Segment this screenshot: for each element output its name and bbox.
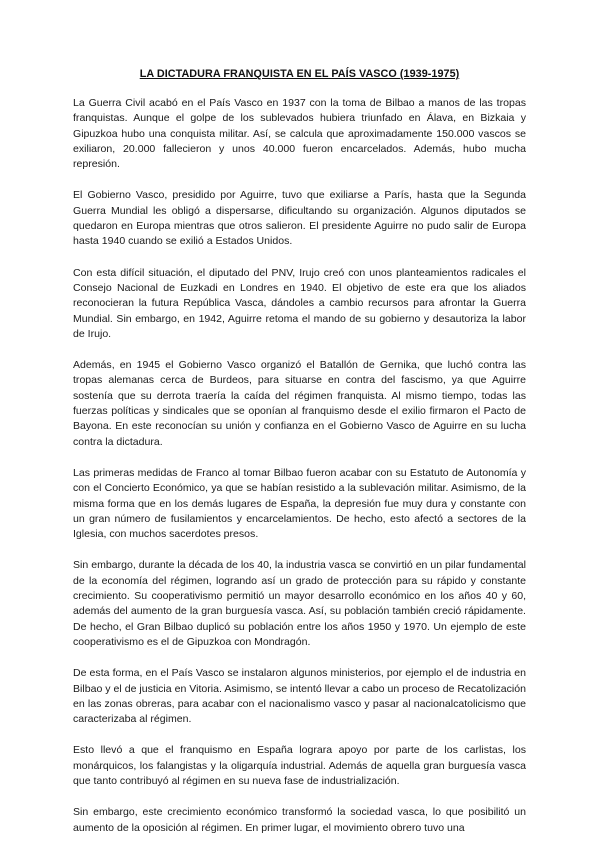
paragraph: La Guerra Civil acabó en el País Vasco en 1937 con la toma de Bilbao a manos de las tropas franquistas. Aunque el golpe de los sublevados hubiera triunfado en Álava, en Bizkaia y Gipuzkoa hubo una conquista militar. Así, se calcula que aproximadamente 150.000 vascos se exiliaron, 20.000 fallecieron y unos 40.000 fueron encarcelados. Además, hubo mucha represión.	[73, 97, 526, 171]
paragraph: Con esta difícil situación, el diputado del PNV, Irujo creó con unos planteamientos radicales el Consejo Nacional de Euzkadi en Londres en 1940. El objetivo de este era que los aliados reconocieran la futura República Vasca, dándoles a cambio recursos para afrontar la Guerra Mundial. Sin embargo, en 1942, Aguirre retoma el mando de su gobierno y desautoriza la labor de Irujo.	[73, 266, 526, 340]
document-title: LA DICTADURA FRANQUISTA EN EL PAÍS VASCO (1939-1975)	[139, 68, 460, 80]
paragraph: De esta forma, en el País Vasco se instalaron algunos ministerios, por ejemplo el de industria en Bilbao y el de justicia en Vitoria. Asimismo, se intentó llevar a cabo un proceso de Recatolización en las zonas obreras, para acabar con el nacionalismo vasco y pasar al nacionalcatolicismo que caracterizaba al régimen.	[73, 667, 526, 726]
paragraph: Las primeras medidas de Franco al tomar Bilbao fueron acabar con su Estatuto de Autonomía y con el Concierto Económico, ya que se habían resistido a la sublevación militar. Asimismo, de la misma forma que en los demás lugares de España, la depresión fue muy dura y constante con un gran número de fusilamientos y encarcelamientos. De hecho, esto afectó a sectores de la Iglesia, con muchos sacerdotes presos.	[73, 466, 526, 541]
paragraph: Sin embargo, este crecimiento económico transformó la sociedad vasca, lo que posibilitó un aumento de la oposición al régimen. En primer lugar, el movimiento obrero tuvo una	[73, 806, 526, 834]
paragraph: El Gobierno Vasco, presidido por Aguirre, tuvo que exiliarse a París, hasta que la Segunda Guerra Mundial les obligó a dispersarse, dificultando su organización. Algunos diputados se quedaron en Europa mientras que otros salieron. El presidente Aguirre no pudo salir de Europa hasta 1940 cuando se exilió a Estados Unidos.	[73, 189, 526, 248]
paragraph: Esto llevó a que el franquismo en España lograra apoyo por parte de los carlistas, los monárquicos, los falangistas y la oligarquía industrial. Además de aquella gran burguesía vasca que tanto contribuyó al régimen en su nueva fase de industrialización.	[73, 744, 526, 787]
paragraph: Sin embargo, durante la década de los 40, la industria vasca se convirtió en un pilar fundamental de la economía del régimen, logrando así un grado de protección para su rápido y constante crecimiento. Su cooperativismo permitió un mayor desarrollo económico en los años 40 y 60, además del aumento de la gran burguesía vasca. Así, su población también creció rápidamente. De hecho, el Gran Bilbao duplicó su población entre los años 1950 y 1970. Un ejemplo de este cooperativismo es el de Gipuzkoa con Mondragón.	[73, 559, 526, 648]
paragraph: Además, en 1945 el Gobierno Vasco organizó el Batallón de Gernika, que luchó contra las tropas alemanas cerca de Burdeos, para situarse en contra del fascismo, ya que Aguirre sostenía que su derrota traería la caída del régimen franquista. Al mismo tiempo, todas las fuerzas políticas y sindicales que se oponían al franquismo desde el exilio firmaron el Pacto de Bayona. En este reconocían su unión y confianza en el Gobierno Vasco de Aguirre en su lucha contra la dictadura.	[73, 359, 526, 448]
